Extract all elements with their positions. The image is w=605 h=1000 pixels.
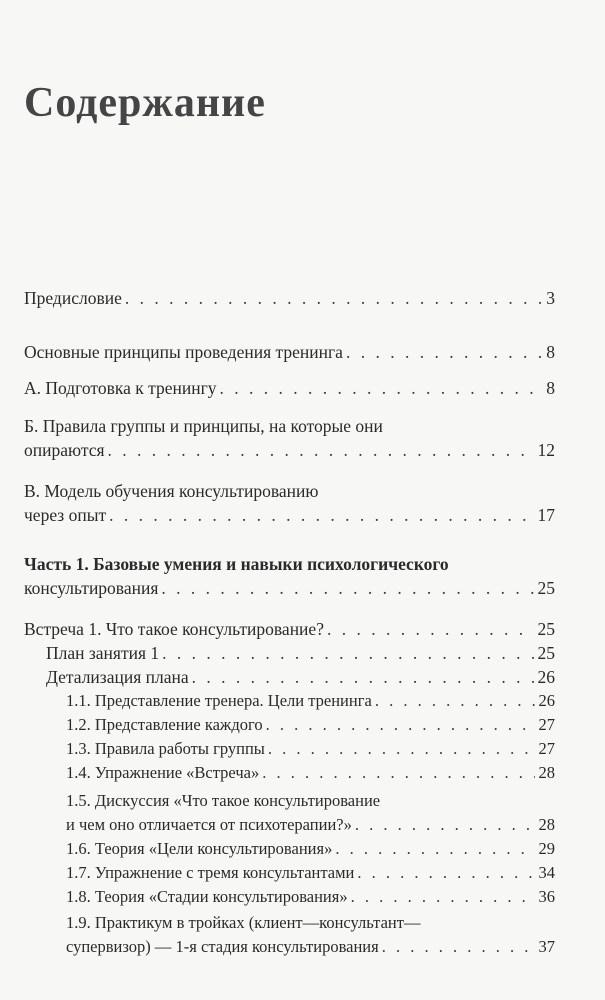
toc-entry-section-b <box>24 414 555 462</box>
toc-entry-title: 1.6. Теория «Цели консультирования» <box>66 839 333 858</box>
toc-entry-part-1 <box>24 552 555 600</box>
toc-page-number: 12 <box>537 440 555 460</box>
toc-entry-title: Встреча 1. Что такое консультирование? <box>24 619 324 639</box>
toc-entry-title-cont: через опыт <box>24 505 107 525</box>
toc-entry-title: Детализация плана <box>46 667 189 687</box>
toc-entry-title: А. Подготовка к тренингу <box>24 378 217 398</box>
toc-page-number: 25 <box>537 619 555 639</box>
toc-page-number: 37 <box>538 937 555 956</box>
toc-page-number: 17 <box>537 505 555 525</box>
dot-leader <box>355 813 535 837</box>
toc-entry-preface <box>24 286 555 310</box>
dot-leader <box>266 713 535 737</box>
toc-entry-title: План занятия 1 <box>46 643 160 663</box>
dot-leader <box>109 503 533 527</box>
toc-entry-1-8 <box>66 885 555 909</box>
toc-entry-1-6 <box>66 837 555 861</box>
toc-entry-1-2 <box>66 713 555 737</box>
toc-entry-title: 1.4. Упражнение «Встреча» <box>66 763 260 782</box>
toc-page-number: 36 <box>538 887 555 906</box>
toc-entry-title: 1.5. Дискуссия «Что такое консультирование <box>66 791 381 810</box>
dot-leader <box>108 438 534 462</box>
toc-entry-title-cont: опираются <box>24 440 105 460</box>
toc-entry-title: Основные принципы проведения тренинга <box>24 342 343 362</box>
dot-leader <box>162 641 533 665</box>
dot-leader <box>161 576 533 600</box>
toc-entry-lesson-plan <box>46 641 555 665</box>
toc-entry-section-v <box>24 479 555 527</box>
toc-page-number: 3 <box>546 288 555 308</box>
toc-entry-title-cont: супервизор) — 1-я стадия консультирования <box>66 937 379 956</box>
dot-leader <box>346 340 542 364</box>
dot-leader <box>335 837 534 861</box>
dot-leader <box>220 376 543 400</box>
toc-page-number: 27 <box>538 739 555 758</box>
dot-leader <box>268 737 535 761</box>
toc-entry-title-cont: консультирования <box>24 578 159 598</box>
toc-entry-1-1 <box>66 689 555 713</box>
toc-page-number: 26 <box>538 691 555 710</box>
dot-leader <box>351 885 535 909</box>
toc-entry-plan-details <box>46 665 555 689</box>
toc-entry-title: В. Модель обучения консультированию <box>24 481 319 501</box>
toc-page-number: 27 <box>538 715 555 734</box>
toc-page-number: 8 <box>546 378 555 398</box>
toc-entry-section-a <box>24 376 555 400</box>
toc-page-number: 28 <box>538 815 555 834</box>
toc-page-number: 28 <box>538 763 555 782</box>
toc-entry-title: 1.8. Теория «Стадии консультирования» <box>66 887 348 906</box>
toc-entry-1-5 <box>66 789 555 837</box>
toc-entry-title: 1.7. Упражнение с тремя консультантами <box>66 863 355 882</box>
dot-leader <box>192 665 534 689</box>
toc-entry-meeting-1 <box>24 617 555 641</box>
dot-leader <box>382 935 535 959</box>
toc-entry-title: Предисловие <box>24 288 122 308</box>
toc-entry-principles <box>24 340 555 364</box>
toc-page-number: 25 <box>537 643 555 663</box>
toc-page-number: 25 <box>537 578 555 598</box>
toc-page-number: 34 <box>538 863 555 882</box>
page-title: Содержание <box>24 80 266 126</box>
toc-entry-title: 1.2. Представление каждого <box>66 715 263 734</box>
toc-entry-title: Б. Правила группы и принципы, на которые они <box>24 416 383 436</box>
dot-leader <box>357 861 534 885</box>
toc-page-number: 8 <box>546 342 555 362</box>
toc-page-number: 26 <box>537 667 555 687</box>
dot-leader <box>375 689 535 713</box>
toc-entry-title-cont: и чем оно отличается от психотерапии?» <box>66 815 352 834</box>
dot-leader <box>125 286 542 310</box>
toc-entry-title: 1.9. Практикум в тройках (клиент—консультант— <box>66 913 421 932</box>
dot-leader <box>327 617 534 641</box>
toc-entry-1-4 <box>66 761 555 785</box>
toc-entry-1-7 <box>66 861 555 885</box>
toc-entry-title: 1.3. Правила работы группы <box>66 739 265 758</box>
toc-entry-1-3 <box>66 737 555 761</box>
dot-leader <box>262 761 534 785</box>
toc-entry-title: Часть 1. Базовые умения и навыки психологического <box>24 554 449 574</box>
toc-entry-1-9 <box>66 911 555 959</box>
toc-page-number: 29 <box>538 839 555 858</box>
toc-entry-title: 1.1. Представление тренера. Цели тренинга <box>66 691 372 710</box>
